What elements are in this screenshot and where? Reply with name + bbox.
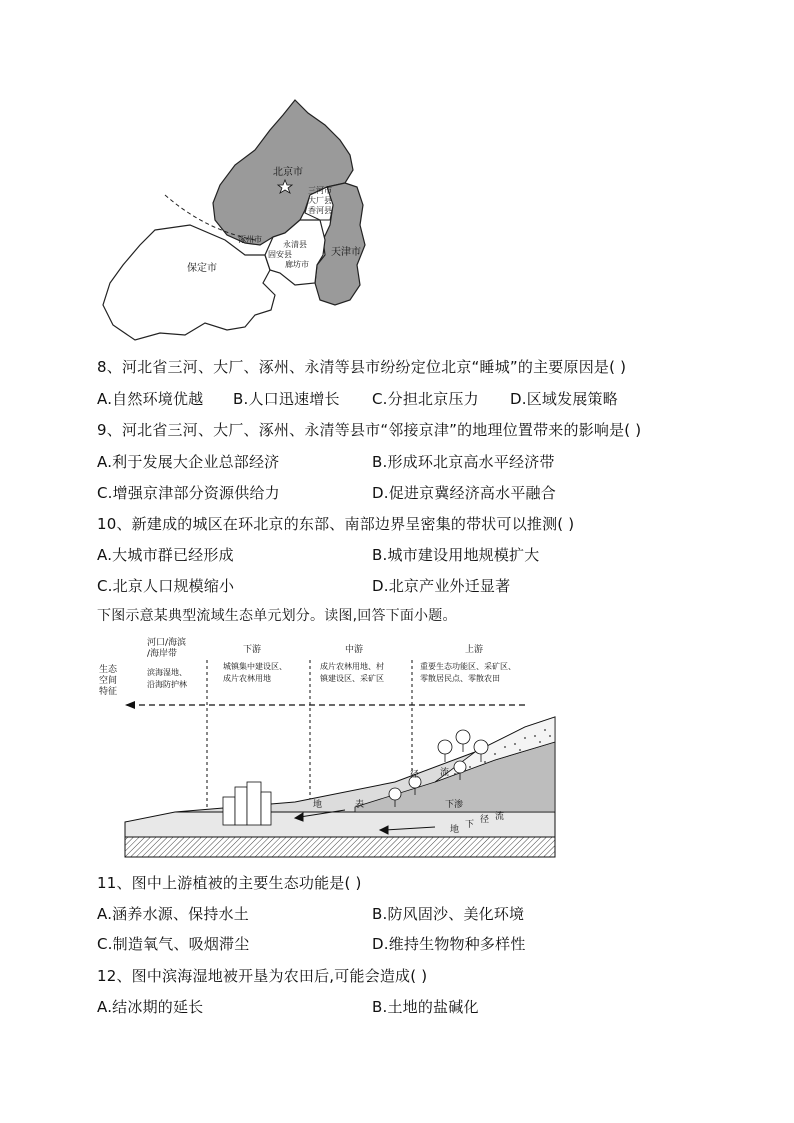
q8-option-c[interactable]: C.分担北京压力	[372, 390, 479, 408]
zone-middle-title: 中游	[345, 645, 364, 655]
arrow-head-icon	[125, 701, 135, 709]
label-zhuozhou: 涿州市	[238, 235, 262, 244]
q8-option-b[interactable]: B.人口迅速增长	[233, 390, 340, 408]
flow-xiashen: 下渗	[445, 800, 464, 810]
zone-lower-desc2: 成片农林用地	[223, 674, 271, 683]
q10-option-c[interactable]: C.北京人口规模缩小	[97, 577, 235, 595]
label-guan: 固安县	[268, 250, 292, 259]
q9-stem: 9、河北省三河、大厂、涿州、永清等县市“邻接京津”的地理位置带来的影响是( )	[97, 421, 642, 439]
q11-option-b[interactable]: B.防风固沙、美化环境	[372, 905, 525, 923]
flow-di2: 地	[450, 825, 460, 835]
q8-stem: 8、河北省三河、大厂、涿州、永清等县市纷纷定位北京“睡城”的主要原因是( )	[97, 358, 627, 376]
flow-di: 地	[313, 800, 323, 810]
label-dachang: 大厂县	[308, 196, 332, 205]
label-langfang: 廊坊市	[285, 260, 309, 269]
city-buildings	[223, 782, 271, 825]
label-sanhe: 三河市	[308, 186, 332, 195]
zone-lower-desc1: 城镇集中建设区、	[223, 662, 287, 671]
label-yongqing: 永清县	[283, 240, 307, 249]
flow-xia: 下	[465, 820, 475, 830]
q10-option-a[interactable]: A.大城市群已经形成	[97, 546, 234, 564]
label-baoding: 保定市	[187, 263, 217, 274]
flow-biao: 表	[355, 800, 365, 810]
q11-stem: 11、图中上游植被的主要生态功能是( )	[97, 874, 362, 892]
watershed-diagram	[95, 632, 565, 860]
q8-option-a[interactable]: A.自然环境优越	[97, 390, 204, 408]
q8-option-d[interactable]: D.区域发展策略	[510, 390, 618, 408]
sea-layer	[125, 812, 555, 837]
flow-jing2: 径	[480, 815, 490, 825]
label-tianjin: 天津市	[331, 247, 361, 258]
diagram-intro: 下图示意某典型流域生态单元划分。读图,回答下面小题。	[97, 608, 457, 624]
q10-option-b[interactable]: B.城市建设用地规模扩大	[372, 546, 540, 564]
zone-estuary-desc2: 沿海防护林	[147, 680, 187, 689]
flow-liu: 流	[440, 768, 450, 778]
zone-middle-desc2: 镇建设区、采矿区	[320, 674, 384, 683]
q10-stem: 10、新建成的城区在环北京的东部、南部边界呈密集的带状可以推测( )	[97, 515, 575, 533]
zone-estuary-desc1: 滨海湿地、	[147, 668, 187, 677]
zone-estuary-title2: /海岸带	[147, 649, 178, 659]
zone-lower-title: 下游	[243, 645, 262, 655]
side-label-2: 空间	[99, 676, 118, 686]
q11-option-d[interactable]: D.维持生物物种多样性	[372, 935, 526, 953]
zone-estuary-title: 河口/海滨	[147, 638, 187, 648]
label-xianghe: 香河县	[308, 206, 332, 215]
q9-option-b[interactable]: B.形成环北京高水平经济带	[372, 453, 555, 471]
side-label-3: 特征	[99, 687, 118, 697]
beijing-region-map	[95, 95, 395, 345]
label-beijing: 北京市	[273, 167, 303, 178]
zone-upper-desc1: 重要生态功能区、采矿区、	[420, 662, 516, 671]
zone-upper-desc2: 零散居民点、零散农田	[420, 674, 500, 683]
q12-stem: 12、图中滨海湿地被开垦为农田后,可能会造成( )	[97, 967, 428, 985]
q11-option-a[interactable]: A.涵养水源、保持水土	[97, 905, 249, 923]
q12-option-a[interactable]: A.结冰期的延长	[97, 998, 204, 1016]
flow-jing: 径	[410, 770, 420, 780]
q12-option-b[interactable]: B.土地的盐碱化	[372, 998, 479, 1016]
q9-option-c[interactable]: C.增强京津部分资源供给力	[97, 484, 280, 502]
side-label-1: 生态	[99, 665, 118, 675]
q10-option-d[interactable]: D.北京产业外迁显著	[372, 577, 511, 595]
q11-option-c[interactable]: C.制造氧气、吸烟滞尘	[97, 935, 250, 953]
q9-option-d[interactable]: D.促进京冀经济高水平融合	[372, 484, 556, 502]
zone-middle-desc1: 成片农林用地、村	[320, 662, 384, 671]
q9-option-a[interactable]: A.利于发展大企业总部经济	[97, 453, 280, 471]
bedrock-layer	[125, 837, 555, 857]
flow-liu2: 流	[495, 812, 505, 822]
zone-upper-title: 上游	[465, 645, 484, 655]
